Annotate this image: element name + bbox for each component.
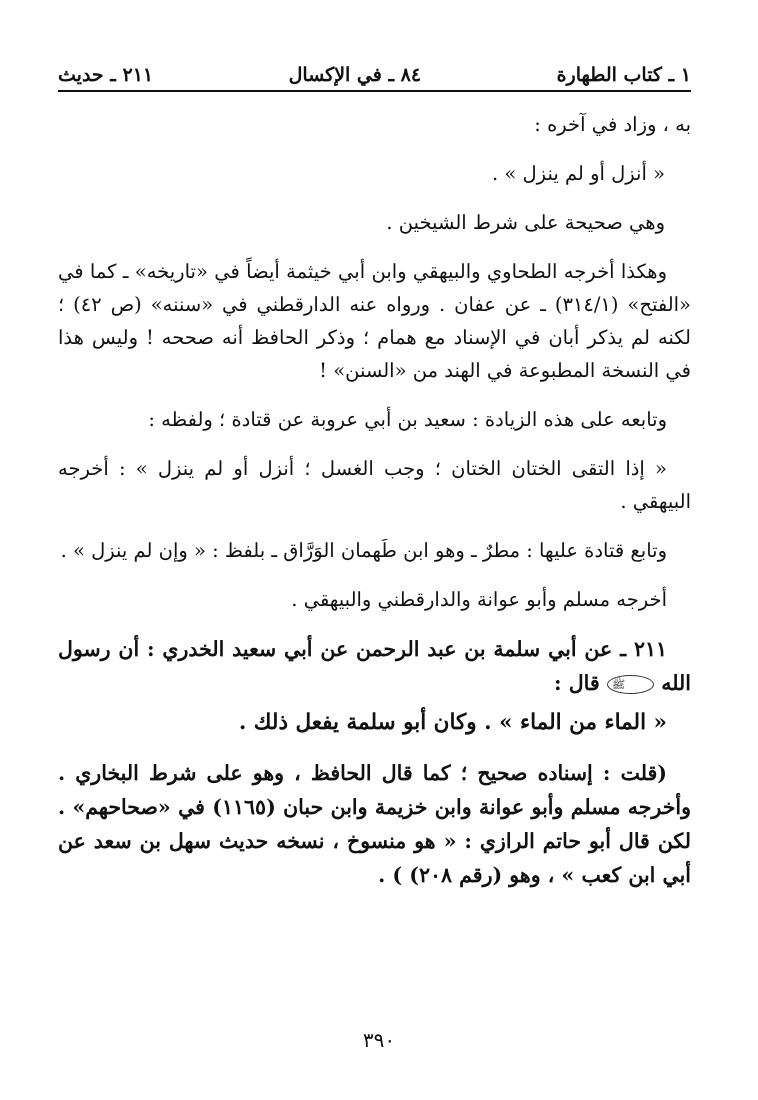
header-rule bbox=[58, 90, 691, 92]
hadith-211-text: « الماء من الماء » . وكان أبو سلمة يفعل ذلك . bbox=[238, 710, 667, 735]
hadith-211-isnad: ٢١١ ـ عن أبي سلمة بن عبد الرحمن عن أبي سعيد الخدري : أن رسول الله bbox=[58, 637, 691, 695]
header-hadith-number: ٢١١ ـ حديث bbox=[58, 64, 154, 86]
paragraph-author-note: (قلت : إسناده صحيح ؛ كما قال الحافظ ، وهو على شرط البخاري . وأخرجه مسلم وأبو عوانة وابن خزيمة وابن حبان (١١٦٥) في «صحاحهم» . لكن قال أبو حاتم الرازي : « هو منسوخ ، نسخه حديث سهل بن سعد عن أبي ابن كعب » ، وهو (رقم ٢٠٨) ) . bbox=[58, 761, 691, 887]
page-body bbox=[58, 108, 691, 908]
header-book-title: ١ ـ كتاب الطهارة bbox=[556, 64, 691, 86]
header-chapter-title: ٨٤ ـ في الإكسال bbox=[288, 64, 422, 86]
hadith-211-qala: قال : bbox=[554, 671, 600, 695]
page-number: ٣٩٠ bbox=[362, 1028, 396, 1052]
paragraph-sources: وهكذا أخرجه الطحاوي والبيهقي وابن أبي خيثمة أيضاً في «تاريخه» ـ كما في «الفتح» (٣١٤/١) ـ عن عفان . ورواه عنه الدارقطني في «سننه» (ص ٤٢) ؛ لكنه لم يذكر أبان في الإسناد مع همام ؛ وذكر الحافظ أنه صححه ! وليس هذا في النسخة المطبوعة في الهند من «السنن» ! bbox=[58, 260, 691, 382]
paragraph-grading: وهي صحيحة على شرط الشيخين . bbox=[386, 211, 665, 234]
hadith-211-heading bbox=[58, 632, 691, 700]
paragraph-quote-addition: « أنزل أو لم ينزل » . bbox=[491, 162, 665, 185]
paragraph-narrators: أخرجه مسلم وأبو عوانة والدارقطني والبيهقي . bbox=[291, 588, 667, 611]
salutation-icon: ﷺ bbox=[607, 675, 654, 694]
paragraph-corroboration: وتابعه على هذه الزيادة : سعيد بن أبي عروبة عن قتادة ؛ ولفظه : bbox=[148, 408, 667, 431]
paragraph-matar-corroboration: وتابع قتادة عليها : مطرٌ ـ وهو ابن طَهمان الوَرَّاق ـ بلفظ : « وإن لم ينزل » . bbox=[60, 539, 667, 562]
paragraph-hadith-wording: « إذا التقى الختان الختان ؛ وجب الغسل ؛ أنزل أو لم ينزل » : أخرجه البيهقي . bbox=[58, 457, 691, 513]
running-header bbox=[58, 60, 691, 90]
paragraph-continuation: به ، وزاد في آخره : bbox=[534, 113, 691, 136]
